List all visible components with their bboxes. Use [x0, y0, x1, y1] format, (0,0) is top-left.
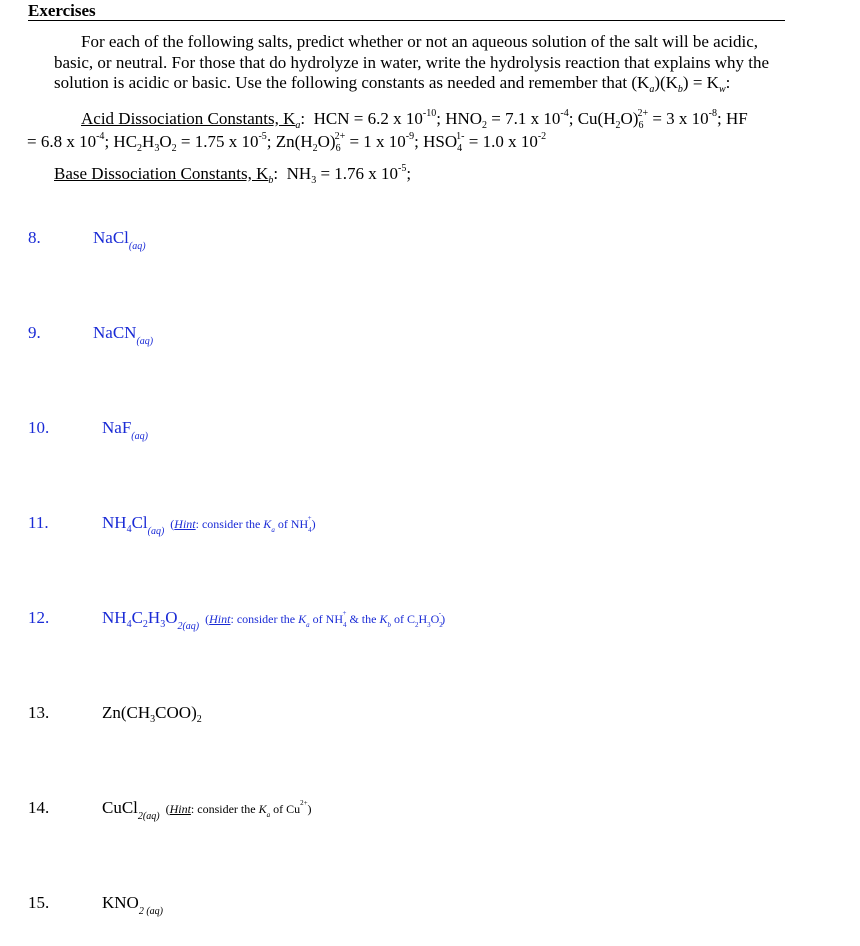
- hf-val: = 6.8 x 10: [27, 132, 97, 151]
- instructions-paragraph: [54, 32, 787, 94]
- hc2-sub1: 2: [137, 143, 143, 154]
- hint-o: O: [430, 612, 440, 626]
- hc2-val: = 1.75 x 10: [176, 132, 259, 151]
- hint-c2: -: [438, 609, 442, 617]
- formula-state: (aq): [136, 336, 154, 347]
- exercise-number: 13.: [28, 703, 50, 722]
- exercise-number: 9.: [28, 323, 41, 342]
- hint-ion-sub: 4: [308, 526, 312, 534]
- hint-close: ): [311, 517, 316, 531]
- exercise-formula: [102, 798, 312, 822]
- formula-part: C: [131, 608, 143, 627]
- exercise-15: [0, 893, 860, 919]
- formula-part: O: [165, 608, 178, 627]
- exercise-12: [0, 608, 860, 634]
- hint-of: of NH: [309, 612, 343, 626]
- hc2-sub2: 3: [154, 143, 160, 154]
- hint-of2: of C: [390, 612, 415, 626]
- hint-word: Hint: [169, 802, 191, 816]
- exercise-formula: [102, 703, 202, 723]
- hint-close: ): [441, 612, 446, 626]
- hno2-exp: -4: [560, 108, 569, 119]
- zn-mid: O): [317, 132, 336, 151]
- formula-base: NaF: [102, 418, 132, 437]
- hint-word: Hint: [209, 612, 231, 626]
- hc2-o: O: [159, 132, 172, 151]
- hc2-mid: H: [142, 132, 155, 151]
- kb-sub: b: [677, 84, 683, 95]
- acid-constants-label: [81, 109, 301, 131]
- nh3-sub: 3: [311, 175, 317, 186]
- hso4-sub: 4: [457, 143, 463, 154]
- zn-val: = 1 x 10: [345, 132, 406, 151]
- hint-k-sub: a: [266, 811, 271, 819]
- formula-sub: 2: [196, 714, 202, 725]
- formula-state: (aq): [128, 241, 146, 252]
- hint-k: K: [298, 612, 307, 626]
- exercise-14: [0, 798, 860, 824]
- formula-part: NH: [102, 513, 127, 532]
- hso4-exp: -2: [537, 131, 547, 142]
- hno2-sub: 2: [482, 120, 488, 131]
- formula-state: 2(aq): [137, 811, 160, 822]
- formula-sub: 2: [142, 619, 148, 630]
- zn-sub2: 6: [335, 143, 341, 154]
- exercise-formula: [102, 893, 164, 917]
- hint-ion-sub: 4: [342, 621, 347, 629]
- base-end: ;: [406, 164, 412, 183]
- exercise-11: [0, 513, 860, 539]
- hint: [205, 609, 446, 629]
- hint-s2: 3: [427, 621, 431, 629]
- formula-base: CuCl: [102, 798, 138, 817]
- formula-part: NH: [102, 608, 127, 627]
- formula-part: COO): [155, 703, 197, 722]
- cu-exp: -8: [708, 108, 718, 119]
- exercise-8: [0, 228, 860, 254]
- hint-ion-charge: +: [342, 609, 347, 617]
- hint-open: (: [205, 612, 210, 626]
- formula-part: H: [147, 608, 161, 627]
- cu-charge: 2+: [637, 108, 649, 119]
- hint-k: K: [258, 802, 267, 816]
- exercise-10: [0, 418, 860, 444]
- acid-label-sub: a: [295, 120, 301, 131]
- hint-close: ): [307, 802, 312, 816]
- formula-state: (aq): [147, 526, 165, 537]
- cu-val: = 3 x 10: [648, 109, 709, 128]
- zn-name: Zn(H: [275, 132, 313, 151]
- nh3-exp: -5: [398, 163, 407, 174]
- exercise-number: 8.: [28, 228, 41, 247]
- hint-ion-charge: 2+: [300, 799, 308, 807]
- exercise-number: 14.: [28, 798, 50, 817]
- hint-k2: K: [379, 612, 388, 626]
- cu-sub1: 2: [615, 120, 621, 131]
- formula-sub: 4: [126, 524, 132, 535]
- hint-text: : consider the: [230, 612, 299, 626]
- zn-exp: -9: [405, 131, 415, 142]
- hint-s1: 2: [414, 621, 419, 629]
- hcn-constant: HCN = 6.2 x 10: [313, 109, 423, 128]
- hso4-val: = 1.0 x 10: [464, 132, 538, 151]
- formula-sub: 3: [150, 714, 156, 725]
- hcn-exp: -10: [422, 108, 437, 119]
- hint-word: Hint: [174, 517, 196, 531]
- formula-base: NaCl: [93, 228, 129, 247]
- cu-name: Cu(H: [577, 109, 616, 128]
- hso4-name: HSO: [423, 132, 458, 151]
- zn-sub1: 2: [312, 143, 318, 154]
- nh3-val: = 1.76 x 10: [316, 164, 399, 183]
- instructions-text: For each of the following salts, predict whether or not an aqueous solution of the salt will be acidic, basic, or neutral. For those that do hydrolyze in water, write the hydrolysis reaction that explains why the solution is acidic or basic. Use the following constants as needed and remember that (K: [54, 32, 770, 92]
- hint-k2-sub: b: [387, 621, 391, 629]
- hint-of: of NH: [274, 517, 309, 531]
- formula-part: Zn(CH: [102, 703, 151, 722]
- exercise-formula: [93, 228, 146, 252]
- formula-sub: 3: [160, 619, 166, 630]
- kw-sub: w: [718, 84, 726, 95]
- hint-k-sub: a: [306, 621, 310, 629]
- hf-exp: -4: [96, 131, 105, 142]
- formula-state: 2 (aq): [138, 906, 164, 917]
- hint-ion-charge: +: [307, 514, 312, 522]
- base-constants-label: [54, 164, 274, 186]
- nh3-name: NH: [286, 164, 312, 183]
- intro-colon: :: [725, 73, 731, 92]
- hint-h: H: [418, 612, 428, 626]
- cu-sub2: 6: [638, 120, 644, 131]
- exercise-formula: [102, 513, 316, 537]
- exercise-number: 10.: [28, 418, 50, 437]
- section-title: Exercises: [28, 1, 96, 20]
- acid-constants: Acid Dissociation Constants, $K_a$: HCN = 6.2 x $10^{-10}$; $HNO_2 = 7.1$ x $10^{-4}$; $Cu(H_2O)_6^{2+} = 3$ x $10^{-8}$; HF = 6.8 x $10^{-4}$; $HC_2H_3O_2 = 1.75$ x $10^{-5}$; $Zn(H_2O)_6^{2+} = 1$ x $10^{-9}$; $HSO_4^{1-} = 1.0$ x $10^{-2}$: [27, 108, 748, 154]
- formula-base: KNO: [102, 893, 139, 912]
- hint-s3: 2: [439, 621, 443, 629]
- exercise-number: 15.: [28, 893, 50, 912]
- formula-base: NaCN: [93, 323, 137, 342]
- title-divider: [28, 20, 785, 21]
- formula-state: (aq): [131, 431, 148, 442]
- exercise-9: [0, 323, 860, 349]
- exercise-formula: [93, 323, 154, 347]
- hc2-name: HC: [113, 132, 138, 151]
- exercise-number: 12.: [28, 608, 50, 627]
- hint-k: K: [263, 517, 272, 531]
- hint-text: : consider the: [190, 802, 259, 816]
- hint: [170, 514, 316, 534]
- exercise-number: 11.: [28, 513, 49, 532]
- base-label-text: Base Dissociation Constants, K: [54, 164, 269, 183]
- hso4-charge: 1-: [456, 131, 465, 142]
- base-constants: Base Dissociation Constants, $K_b$: $NH_3 = 1.76$ x $10^{-5}$;: [54, 163, 412, 186]
- exercise-13: [0, 703, 860, 729]
- formula-sub: 4: [126, 619, 132, 630]
- kb-open: )(K: [654, 73, 678, 92]
- exercise-formula: [102, 418, 148, 442]
- hf-name: HF: [726, 109, 748, 128]
- kw-open: ) = K: [682, 73, 719, 92]
- hno2-name: HNO: [445, 109, 483, 128]
- exercise-formula: [102, 608, 446, 632]
- hint-of: of Cu: [270, 802, 301, 816]
- hint-k-sub: a: [271, 526, 275, 534]
- hint-text: : consider the: [195, 517, 264, 531]
- cu-mid: O): [620, 109, 639, 128]
- hint-open: (: [170, 517, 175, 531]
- hint-open: (: [165, 802, 170, 816]
- formula-state: 2(aq): [177, 621, 200, 632]
- base-label-sub: b: [268, 175, 274, 186]
- hint: [165, 799, 312, 819]
- hint-and: & the: [346, 612, 380, 626]
- hc2-sub3: 2: [171, 143, 177, 154]
- formula-part: Cl: [131, 513, 148, 532]
- hno2-val: = 7.1 x 10: [487, 109, 561, 128]
- ka-sub: a: [649, 84, 655, 95]
- zn-charge: 2+: [334, 131, 346, 142]
- acid-label-text: Acid Dissociation Constants, K: [81, 109, 296, 128]
- hc2-exp: -5: [258, 131, 267, 142]
